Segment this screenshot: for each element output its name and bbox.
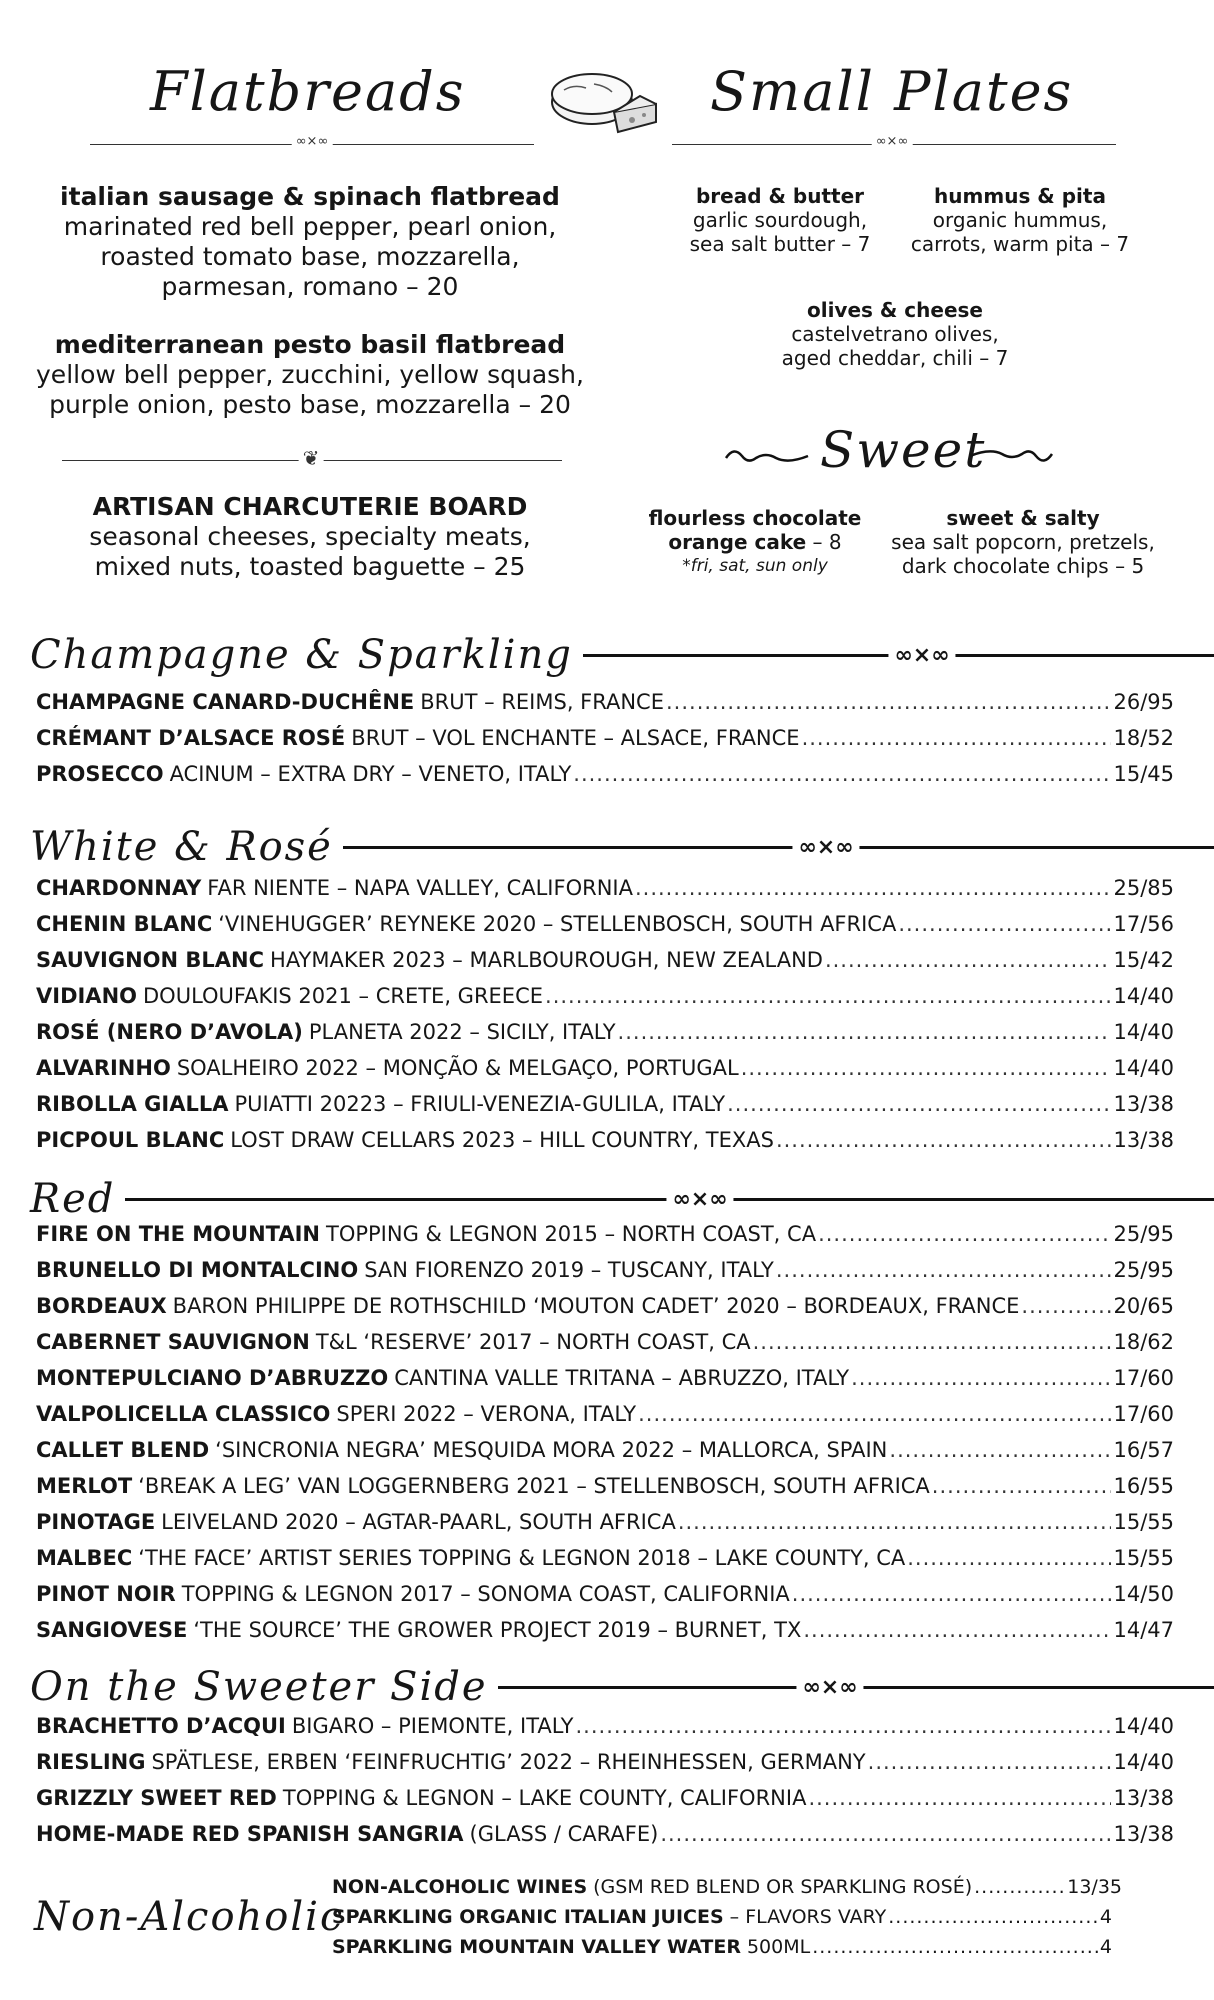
- item-note: *fri, sat, sun only: [682, 556, 828, 576]
- wine-name: CHARDONNAY: [36, 876, 202, 900]
- wine-desc: DOULOUFAKIS 2021 – CRETE, GREECE: [143, 984, 544, 1008]
- wine-price: 25/95: [1113, 1258, 1174, 1282]
- wine-price: 15/45: [1113, 762, 1174, 786]
- wine-price: 17/56: [1113, 912, 1174, 936]
- wine-desc: SPÄTLESE, ERBEN ‘FEINFRUCHTIG’ 2022 – RHEINHESSEN, GERMANY: [151, 1750, 866, 1774]
- section-heading-red: Red: [30, 1174, 125, 1224]
- drink-desc: 500ML: [746, 1936, 811, 1958]
- wine-price: 25/95: [1113, 1222, 1174, 1246]
- wine-desc: ‘SINCRONIA NEGRA’ MESQUIDA MORA 2022 – MALLORCA, SPAIN: [215, 1438, 888, 1462]
- wine-row: [36, 1616, 1174, 1644]
- dot-leader: [678, 1508, 1112, 1536]
- divider-ornament: ∞×∞: [292, 134, 333, 149]
- wine-name: VIDIANO: [36, 984, 137, 1008]
- wine-desc: SOALHEIRO 2022 – MONÇÃO & MELGAÇO, PORTUGAL: [176, 1056, 739, 1080]
- section-heading-sweeter-side: On the Sweeter Side: [30, 1662, 498, 1712]
- wine-desc: PUIATTI 20223 – FRIULI-VENEZIA-GULILA, ITALY: [234, 1092, 726, 1116]
- dot-leader: [851, 1364, 1111, 1392]
- dot-leader: [776, 1256, 1112, 1284]
- dot-leader: [776, 1126, 1112, 1154]
- wine-name: CABERNET SAUVIGNON: [36, 1330, 310, 1354]
- wine-name: CHAMPAGNE CANARD-DUCHÊNE: [36, 690, 415, 714]
- wine-desc: SPERI 2022 – VERONA, ITALY: [336, 1402, 637, 1426]
- wine-desc: ‘THE SOURCE’ THE GROWER PROJECT 2019 – BURNET, TX: [193, 1618, 802, 1642]
- wine-desc: ‘VINEHUGGER’ REYNEKE 2020 – STELLENBOSCH, SOUTH AFRICA: [218, 912, 897, 936]
- wine-name: MERLOT: [36, 1474, 133, 1498]
- wine-desc: BRUT – VOL ENCHANTE – ALSACE, FRANCE: [351, 726, 800, 750]
- wine-row: [36, 1054, 1174, 1082]
- item-desc-line: mixed nuts, toasted baguette – 25: [94, 552, 526, 581]
- small-plate-item: [650, 184, 910, 256]
- wine-price: 18/62: [1113, 1330, 1174, 1354]
- wine-desc: SAN FIORENZO 2019 – TUSCANY, ITALY: [364, 1258, 774, 1282]
- wine-price: 16/55: [1113, 1474, 1174, 1498]
- item-name: orange cake: [668, 530, 807, 554]
- item-name: hummus & pita: [934, 184, 1106, 208]
- wine-price: 13/38: [1113, 1786, 1174, 1810]
- dot-leader: [753, 1328, 1112, 1356]
- wine-row: [36, 724, 1174, 752]
- drink-price: 4: [1099, 1936, 1112, 1958]
- flatbread-item: [30, 330, 590, 420]
- wine-desc: CANTINA VALLE TRITANA – ABRUZZO, ITALY: [394, 1366, 850, 1390]
- drink-name: SPARKLING ORGANIC ITALIAN JUICES: [332, 1906, 724, 1928]
- drink-price: 4: [1099, 1906, 1112, 1928]
- wine-price: 14/40: [1113, 1056, 1174, 1080]
- wine-desc: T&L ‘RESERVE’ 2017 – NORTH COAST, CA: [315, 1330, 751, 1354]
- wine-price: 15/42: [1113, 948, 1174, 972]
- wine-name: ROSÉ (NERO D’AVOLA): [36, 1020, 303, 1044]
- wine-row: [36, 910, 1174, 938]
- item-name: mediterranean pesto basil flatbread: [54, 330, 566, 359]
- drink-row: [332, 1902, 1112, 1932]
- small-plate-item: [890, 184, 1150, 256]
- wine-price: 14/50: [1113, 1582, 1174, 1606]
- wine-row: [36, 760, 1174, 788]
- wine-row: [36, 1508, 1174, 1536]
- wine-row: [36, 1364, 1174, 1392]
- left-swirl-icon: [722, 440, 812, 470]
- divider-ornament: ∞×∞: [872, 134, 913, 149]
- drink-row: [332, 1932, 1112, 1962]
- dot-leader: [898, 910, 1111, 938]
- wine-name: RIBOLLA GIALLA: [36, 1092, 229, 1116]
- wine-name: MALBEC: [36, 1546, 133, 1570]
- dot-leader: [907, 1544, 1111, 1572]
- dot-leader: [802, 724, 1112, 752]
- wine-row: [36, 946, 1174, 974]
- dot-leader: [660, 1820, 1111, 1848]
- wine-row: [36, 1784, 1174, 1812]
- wine-price: 18/52: [1113, 726, 1174, 750]
- wine-row: [36, 1580, 1174, 1608]
- wine-row: [36, 874, 1174, 902]
- dot-leader: [808, 1784, 1111, 1812]
- wine-name: BORDEAUX: [36, 1294, 167, 1318]
- wine-row: [36, 1400, 1174, 1428]
- section-heading-champagne: Champagne & Sparkling: [30, 630, 583, 680]
- wine-price: 20/65: [1113, 1294, 1174, 1318]
- wine-name: MONTEPULCIANO D’ABRUZZO: [36, 1366, 389, 1390]
- item-desc-line: dark chocolate chips – 5: [901, 554, 1145, 578]
- dot-leader: [638, 1400, 1111, 1428]
- wine-price: 16/57: [1113, 1438, 1174, 1462]
- sweet-item: [878, 506, 1168, 578]
- wine-desc: ‘BREAK A LEG’ VAN LOGGERNBERG 2021 – STELLENBOSCH, SOUTH AFRICA: [138, 1474, 930, 1498]
- wine-desc: HAYMAKER 2023 – MARLBOUROUGH, NEW ZEALAND: [270, 948, 823, 972]
- wine-price: 13/38: [1113, 1128, 1174, 1152]
- dot-leader: [1021, 1292, 1111, 1320]
- wine-name: CHENIN BLANC: [36, 912, 213, 936]
- drink-name: SPARKLING MOUNTAIN VALLEY WATER: [332, 1936, 741, 1958]
- dot-leader: [888, 1902, 1098, 1932]
- wine-name: FIRE ON THE MOUNTAIN: [36, 1222, 320, 1246]
- item-desc-line: marinated red bell pepper, pearl onion,: [63, 212, 557, 241]
- dot-leader: [818, 1220, 1111, 1248]
- item-desc-line: yellow bell pepper, zucchini, yellow squash,: [36, 360, 584, 389]
- section-heading-non-alcoholic: Non-Alcoholic: [34, 1894, 345, 1940]
- section-ornament: ∞×∞: [792, 837, 859, 859]
- item-desc-line: parmesan, romano – 20: [161, 272, 459, 301]
- wine-desc: (GLASS / CARAFE): [469, 1822, 659, 1846]
- wine-name: RIESLING: [36, 1750, 146, 1774]
- item-name: bread & butter: [695, 184, 865, 208]
- item-desc-line: organic hummus,: [932, 208, 1108, 232]
- dot-leader: [618, 1018, 1112, 1046]
- cheese-illustration-icon: [544, 60, 664, 140]
- flatbreads-heading: Flatbreads: [150, 60, 466, 123]
- wine-desc: TOPPING & LEGNON – LAKE COUNTY, CALIFORNIA: [282, 1786, 807, 1810]
- section-heading-white-rose: White & Rosé: [30, 822, 343, 872]
- wine-name: PINOT NOIR: [36, 1582, 176, 1606]
- wine-row: [36, 1018, 1174, 1046]
- wine-row: [36, 1472, 1174, 1500]
- wine-row: [36, 982, 1174, 1010]
- dot-leader: [545, 982, 1111, 1010]
- wine-desc: BARON PHILIPPE DE ROTHSCHILD ‘MOUTON CADET’ 2020 – BORDEAUX, FRANCE: [172, 1294, 1020, 1318]
- wine-desc: TOPPING & LEGNON 2015 – NORTH COAST, CA: [326, 1222, 817, 1246]
- wine-row: [36, 1328, 1174, 1356]
- dot-leader: [889, 1436, 1111, 1464]
- wine-name: ALVARINHO: [36, 1056, 171, 1080]
- wine-name: SAUVIGNON BLANC: [36, 948, 265, 972]
- wine-desc: LEIVELAND 2020 – AGTAR-PAARL, SOUTH AFRICA: [161, 1510, 676, 1534]
- charcuterie-board: [30, 492, 590, 582]
- section-ornament: ∞×∞: [666, 1189, 733, 1211]
- item-desc-line: sea salt popcorn, pretzels,: [891, 530, 1155, 554]
- item-name: olives & cheese: [806, 298, 983, 322]
- wine-desc: BIGARO – PIEMONTE, ITALY: [291, 1714, 574, 1738]
- section-rule: [270, 846, 1214, 849]
- wine-row: [36, 1220, 1174, 1248]
- wine-row: [36, 1436, 1174, 1464]
- sweet-heading: Sweet: [820, 421, 987, 479]
- item-desc-line: castelvetrano olives,: [791, 322, 999, 346]
- wine-name: SANGIOVESE: [36, 1618, 188, 1642]
- dot-leader: [741, 1054, 1112, 1082]
- small-plates-heading: Small Plates: [710, 60, 1074, 123]
- item-desc-line: purple onion, pesto base, mozzarella – 20: [49, 390, 571, 419]
- drink-desc: – FLAVORS VARY: [729, 1906, 887, 1928]
- wine-desc: BRUT – REIMS, FRANCE: [420, 690, 664, 714]
- item-desc-line: garlic sourdough,: [692, 208, 868, 232]
- wine-desc: FAR NIENTE – NAPA VALLEY, CALIFORNIA: [207, 876, 633, 900]
- wine-row: [36, 1820, 1174, 1848]
- wine-row: [36, 1256, 1174, 1284]
- drink-name: NON-ALCOHOLIC WINES: [332, 1876, 588, 1898]
- item-name: flourless chocolate: [648, 506, 862, 530]
- wine-row: [36, 1292, 1174, 1320]
- dot-leader: [792, 1580, 1112, 1608]
- dot-leader: [803, 1616, 1111, 1644]
- small-plate-item: [750, 298, 1040, 370]
- item-desc-line: seasonal cheeses, specialty meats,: [89, 522, 531, 551]
- wine-name: CALLET BLEND: [36, 1438, 210, 1462]
- wine-price: 13/38: [1113, 1092, 1174, 1116]
- wine-price: 14/40: [1113, 984, 1174, 1008]
- dot-leader: [825, 946, 1112, 974]
- section-ornament: ∞×∞: [888, 645, 955, 667]
- wine-desc: TOPPING & LEGNON 2017 – SONOMA COAST, CALIFORNIA: [181, 1582, 790, 1606]
- wine-price: 17/60: [1113, 1366, 1174, 1390]
- dot-leader: [666, 688, 1111, 716]
- wine-price: 15/55: [1113, 1510, 1174, 1534]
- right-swirl-icon: [966, 440, 1056, 470]
- wine-name: GRIZZLY SWEET RED: [36, 1786, 277, 1810]
- wine-name: BRUNELLO DI MONTALCINO: [36, 1258, 359, 1282]
- wine-name: CRÉMANT D’ALSACE ROSÉ: [36, 726, 346, 750]
- dot-leader: [812, 1932, 1098, 1962]
- wine-name: PROSECCO: [36, 762, 164, 786]
- section-rule: [110, 1198, 1214, 1201]
- wine-price: 17/60: [1113, 1402, 1174, 1426]
- dot-leader: [974, 1872, 1065, 1902]
- wine-price: 13/38: [1113, 1822, 1174, 1846]
- item-name: ARTISAN CHARCUTERIE BOARD: [92, 492, 528, 521]
- item-name: italian sausage & spinach flatbread: [60, 182, 560, 211]
- drink-desc: (GSM RED BLEND OR SPARKLING ROSÉ): [593, 1876, 973, 1898]
- wine-price: 15/55: [1113, 1546, 1174, 1570]
- wine-price: 14/40: [1113, 1714, 1174, 1738]
- wine-desc: ACINUM – EXTRA DRY – VENETO, ITALY: [169, 762, 572, 786]
- dot-leader: [727, 1090, 1111, 1118]
- drink-price: 13/35: [1067, 1876, 1122, 1898]
- wine-row: [36, 688, 1174, 716]
- dot-leader: [868, 1748, 1112, 1776]
- wine-row: [36, 1544, 1174, 1572]
- flatbread-item: [30, 182, 590, 302]
- wine-row: [36, 1712, 1174, 1740]
- wine-row: [36, 1090, 1174, 1118]
- wine-row: [36, 1748, 1174, 1776]
- item-desc-line: carrots, warm pita – 7: [910, 232, 1130, 256]
- wine-desc: PLANETA 2022 – SICILY, ITALY: [308, 1020, 616, 1044]
- sweet-item: [630, 506, 880, 578]
- item-desc-line: sea salt butter – 7: [689, 232, 871, 256]
- wine-price: 14/40: [1113, 1020, 1174, 1044]
- wine-desc: ‘THE FACE’ ARTIST SERIES TOPPING & LEGNON 2018 – LAKE COUNTY, CA: [138, 1546, 906, 1570]
- item-desc-line: roasted tomato base, mozzarella,: [100, 242, 520, 271]
- drink-row: [332, 1872, 1122, 1902]
- item-price: – 8: [806, 530, 842, 554]
- dot-leader: [576, 1712, 1112, 1740]
- wine-name: BRACHETTO D’ACQUI: [36, 1714, 286, 1738]
- wine-name: PINOTAGE: [36, 1510, 156, 1534]
- dot-leader: [573, 760, 1111, 788]
- wine-price: 14/47: [1113, 1618, 1174, 1642]
- wine-name: HOME-MADE RED SPANISH SANGRIA: [36, 1822, 464, 1846]
- wine-name: PICPOUL BLANC: [36, 1128, 225, 1152]
- wine-row: [36, 1126, 1174, 1154]
- section-ornament: ∞×∞: [796, 1677, 863, 1699]
- dot-leader: [932, 1472, 1112, 1500]
- wine-price: 25/85: [1113, 876, 1174, 900]
- wine-desc: LOST DRAW CELLARS 2023 – HILL COUNTRY, TEXAS: [230, 1128, 774, 1152]
- wine-name: VALPOLICELLA CLASSICO: [36, 1402, 331, 1426]
- dot-leader: [635, 874, 1112, 902]
- flourish-ornament: ❦: [299, 446, 324, 470]
- item-desc-line: aged cheddar, chili – 7: [781, 346, 1009, 370]
- item-name: sweet & salty: [946, 506, 1100, 530]
- wine-price: 14/40: [1113, 1750, 1174, 1774]
- wine-price: 26/95: [1113, 690, 1174, 714]
